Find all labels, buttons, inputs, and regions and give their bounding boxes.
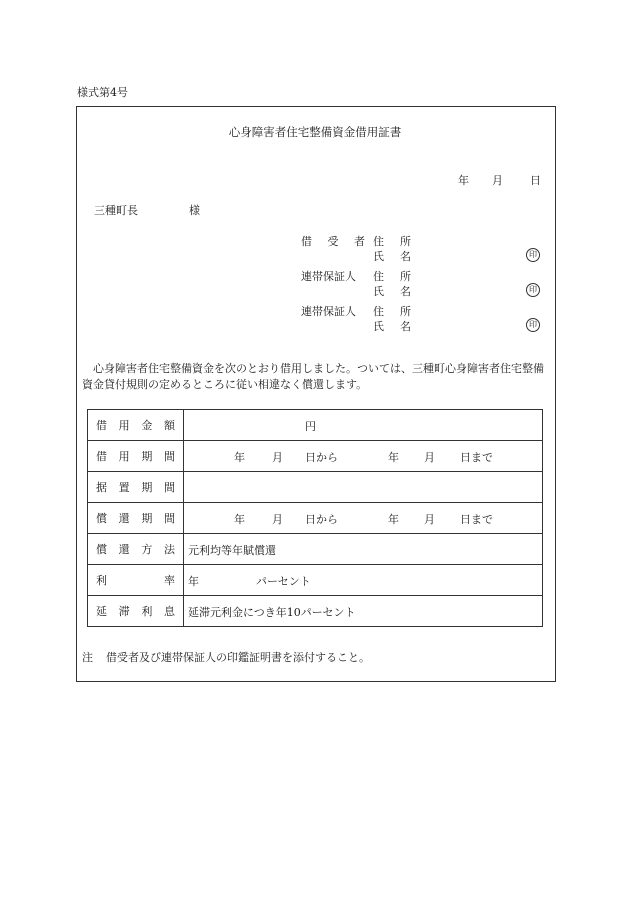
date-line	[458, 172, 541, 188]
terms-table	[87, 409, 543, 627]
row-value: 円	[305, 420, 316, 433]
document-title: 心身障害者住宅整備資金借用証書	[228, 125, 402, 139]
table-row	[88, 596, 543, 627]
party-address-label: 住所	[373, 235, 411, 248]
party-address-label: 住所	[373, 270, 411, 283]
addressee-honorific: 様	[189, 204, 200, 217]
row-value: 日まで	[460, 513, 493, 526]
row-value: 年	[388, 451, 399, 464]
row-value: パーセント	[256, 575, 311, 588]
seal-mark: 印	[526, 318, 540, 332]
row-value: 元利均等年賦償還	[188, 544, 276, 557]
row-label: 償還期間	[96, 512, 175, 525]
date-year-label: 年	[458, 174, 469, 187]
body-text: 心身障害者住宅整備資金を次のとおり借用しました。ついては、三種町心身障害者住宅整備資金貸付規則の定めるところに従い相違なく償還します。	[82, 362, 544, 391]
row-value: 月	[272, 513, 283, 526]
row-label: 据置期間	[96, 481, 175, 494]
addressee-name: 三種町長	[94, 204, 138, 217]
footnote-text: 借受者及び連帯保証人の印鑑証明書を添付すること。	[106, 651, 370, 664]
row-value: 日から	[305, 451, 338, 464]
form-number: 様式第4号	[77, 86, 128, 99]
table-row	[88, 534, 543, 565]
row-value: 日まで	[460, 451, 493, 464]
party-role-borrower: 借受者	[301, 235, 365, 248]
table-row	[88, 503, 543, 534]
row-value: 年	[234, 451, 245, 464]
row-label: 償還方法	[96, 543, 175, 556]
seal-mark: 印	[526, 248, 540, 262]
party-name-label: 氏名	[373, 285, 411, 298]
seal-mark: 印	[526, 283, 540, 297]
table-row	[88, 565, 543, 596]
row-value: 年	[188, 575, 199, 588]
party-name-label: 氏名	[373, 320, 411, 333]
row-label: 延滞利息	[96, 605, 175, 618]
party-name-label: 氏名	[373, 250, 411, 263]
table-row	[88, 410, 543, 441]
party-address-label: 住所	[373, 305, 411, 318]
row-label: 借用期間	[96, 450, 175, 463]
row-value: 延滞元利金につき年10パーセント	[188, 606, 356, 619]
row-label: 利率	[96, 574, 175, 587]
footnote-mark: 注	[82, 651, 93, 664]
table-row	[88, 441, 543, 472]
row-label: 借用金額	[96, 419, 175, 432]
row-value: 日から	[305, 513, 338, 526]
footnote	[82, 649, 370, 665]
row-value: 月	[424, 451, 435, 464]
row-value: 月	[272, 451, 283, 464]
table-row	[88, 472, 543, 503]
party-role-guarantor-2: 連帯保証人	[301, 305, 356, 318]
row-value: 年	[234, 513, 245, 526]
date-month-label: 月	[492, 174, 503, 187]
row-value: 月	[424, 513, 435, 526]
party-role-guarantor-1: 連帯保証人	[301, 270, 356, 283]
date-day-label: 日	[530, 174, 541, 187]
row-value: 年	[388, 513, 399, 526]
